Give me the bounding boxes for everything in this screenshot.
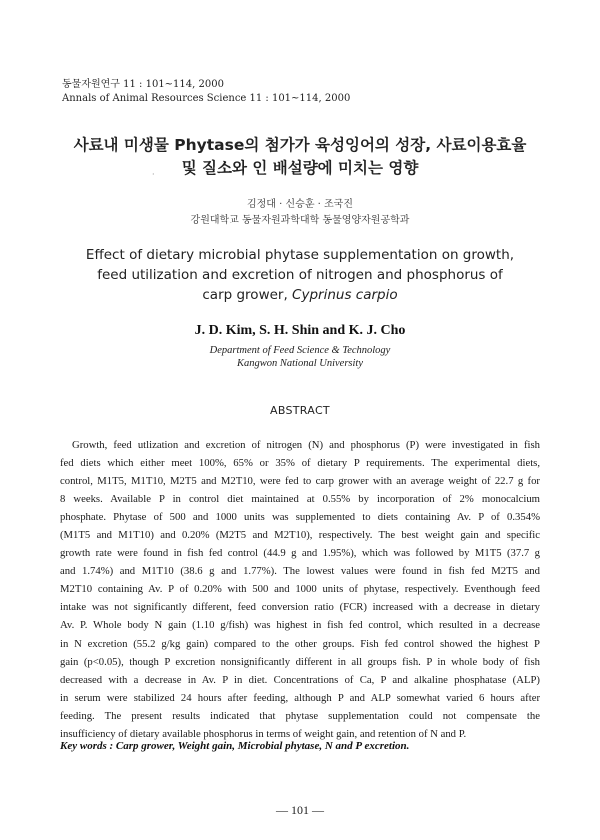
english-title-line-3-prefix: carp grower, (202, 287, 293, 303)
journal-citation-english: Annals of Animal Resources Science 11 : 101~114, 2000 (62, 93, 351, 104)
english-title-line-1: Effect of dietary microbial phytase supplementation on growth, (85, 247, 515, 263)
abstract-line: insufficiency of dietary available phosphorus in terms of weight gain, and retention of N and P. (60, 727, 467, 740)
abstract-line: fed diets which either meet 100%, 65% or 35% of dietary P requirements. The experimental diets, (60, 457, 540, 470)
korean-title-line-2: 및 질소와 인 배설량에 미치는 영향 (181, 159, 419, 177)
korean-authors: 김정대 · 신승훈 · 조국진 (246, 199, 353, 210)
affiliation-department: Department of Feed Science & Technology (209, 345, 391, 356)
abstract-line: control, M1T5, M1T10, M2T5 and M2T10, were fed to carp grower with an average weight of 22.7 g for (60, 475, 540, 488)
page-number: — 101 — (276, 803, 324, 817)
abstract-heading: ABSTRACT (270, 404, 330, 417)
species-name: Cyprinus carpio (292, 287, 398, 303)
korean-title (0, 134, 600, 180)
abstract-line: 8 weeks. Available P in control diet maintained at 0.55% by incorporation of 2% monocalcium (60, 493, 540, 506)
abstract-line: growth rate were found in fish fed control (44.9 g and 1.95%), which was followed by M1T5 (37.7 g (60, 547, 540, 560)
korean-byline (0, 197, 600, 229)
english-title-line-2: feed utilization and excretion of nitrogen and phosphorus of (97, 267, 503, 283)
abstract-line: intake was not significantly different, feed conversion ratio (FCR) increased with a decrease in dietary (60, 601, 540, 614)
korean-title-line-1: 사료내 미생물 Phytase의 첨가가 육성잉어의 성장, 사료이용효율 (73, 136, 527, 154)
keywords: Key words : Carp grower, Weight gain, Microbial phytase, N and P excretion. (60, 740, 410, 752)
abstract-line: gain (p<0.05), though P excretion nonsignificantly different in all groups fish. P in whole body of fish (60, 655, 540, 668)
english-title (0, 245, 600, 305)
abstract-line: (M1T5 and M1T10) and 0.20% (M2T5 and M2T10), respectively. The best weight gain and specific (60, 529, 540, 542)
english-affiliation (0, 344, 600, 370)
abstract-line: in serum were stabilized 24 hours after feeding, although P and ALP somewhat varied 6 hours after (60, 691, 540, 704)
abstract-line: Av. P. Whole body N gain (1.10 g/fish) was highest in fish fed control, which resulted in a decrease (60, 619, 540, 632)
english-authors: J. D. Kim, S. H. Shin and K. J. Cho (194, 323, 406, 338)
abstract-line: phosphate. Phytase of 500 and 1000 units was supplemented to diets containing Av. P of 0.354% (60, 511, 540, 524)
journal-citation (62, 78, 350, 106)
affiliation-university: Kangwon National University (237, 358, 363, 369)
english-title-line-3 (0, 285, 600, 305)
journal-citation-korean: 동물자원연구 11 : 101~114, 2000 (62, 79, 224, 90)
abstract-line: in N excretion (55.2 g/kg gain) compared to the other groups. Fish fed control showed the highest P (60, 637, 540, 650)
stray-dot: · (152, 170, 155, 179)
abstract-body (60, 436, 540, 743)
abstract-line: Growth, feed utlization and excretion of nitrogen (N) and phosphorus (P) were investigated in fish (72, 439, 540, 451)
abstract-line: and 1.74%) and M1T10 (38.6 g and 1.77%). The lowest values were found in fish fed M2T5 and (60, 565, 540, 578)
abstract-line: M2T10 containing Av. P of 0.20% with 500 and 1000 units of phytase, respectively. Eventhough feed (60, 583, 540, 596)
abstract-line: feeding. The present results indicated that phytase supplementation could not compensate the (60, 709, 540, 722)
abstract-line: decreased with a decrease in Av. P in diet. Concentrations of Ca, P and alkaline phosphatase (ALP) (60, 673, 540, 686)
korean-affiliation: 강원대학교 동물자원과학대학 동물영양자원공학과 (190, 215, 410, 226)
